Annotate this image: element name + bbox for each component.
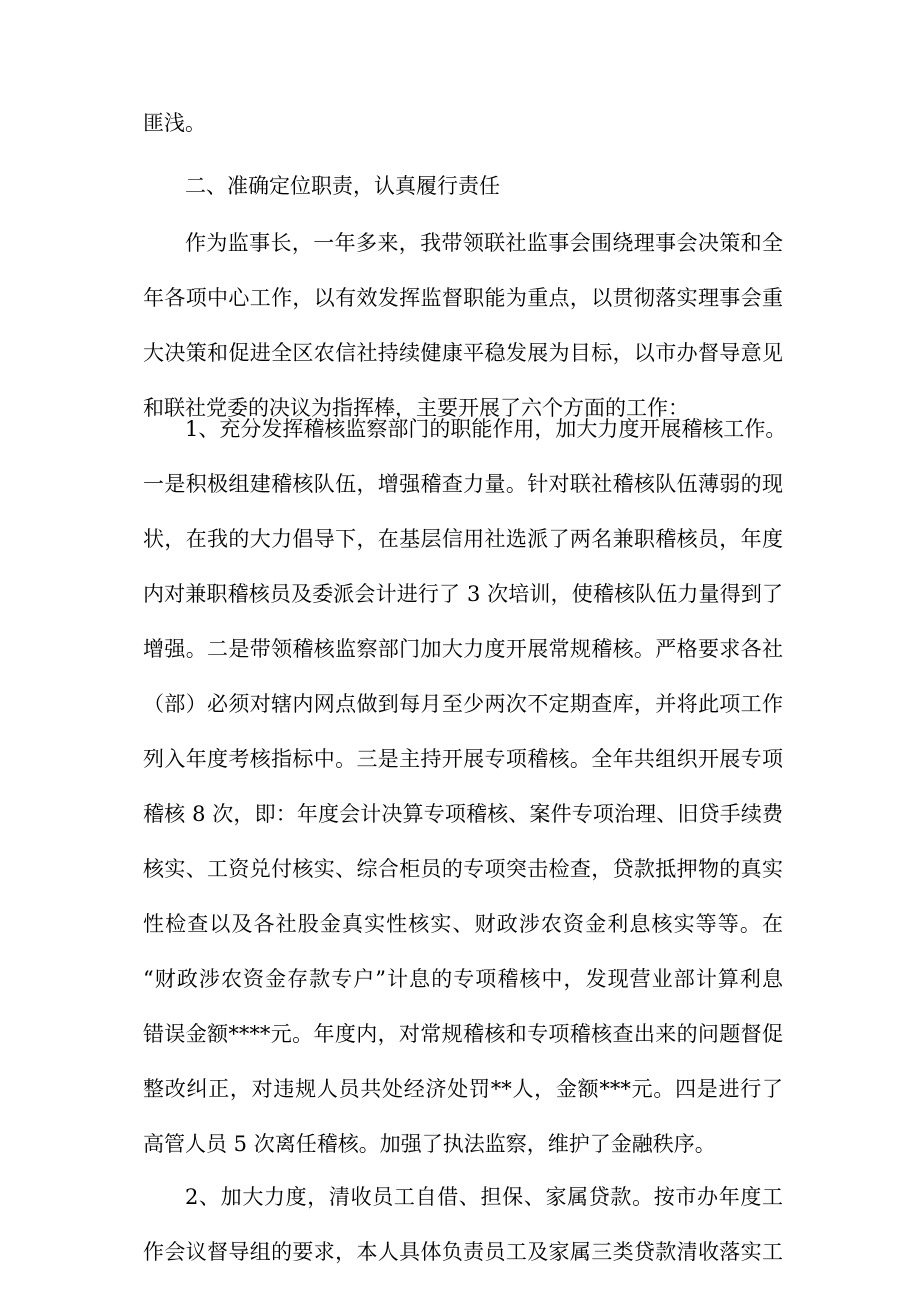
paragraph-line-8: 一是积极组建稽核队伍，增强稽查力量。针对联社稽核队伍薄弱的现 [143,472,783,496]
paragraph-line-10: 内对兼职稽核员及委派会计进行了 3 次培训，使稽核队伍力量得到了 [143,582,783,606]
paragraph-line-3: 作为监事长，一年多来，我带领联社监事会围绕理事会决策和全 [185,231,783,255]
paragraph-line-14: 稽核 8 次，即：年度会计决算专项稽核、案件专项治理、旧贷手续费 [143,802,783,826]
paragraph-line-5: 大决策和促进全区农信社持续健康平稳发展为目标，以市办督导意见 [143,341,783,365]
paragraph-line-17: “财政涉农资金存款专户”计息的专项稽核中，发现营业部计算利息 [143,967,783,991]
paragraph-line-4: 年各项中心工作，以有效发挥监督职能为重点，以贯彻落实理事会重 [143,286,783,310]
paragraph-line-7: 1、充分发挥稽核监察部门的职能作用，加大力度开展稽核工作。 [185,417,787,441]
paragraph-line-12: （部）必须对辖内网点做到每月至少两次不定期查库，并将此项工作 [143,692,783,716]
paragraph-line-20: 高管人员 5 次离任稽核。加强了执法监察，维护了金融秩序。 [143,1132,716,1156]
paragraph-line-19: 整改纠正，对违规人员共处经济处罚**人，金额***元。四是进行了 [143,1077,783,1101]
paragraph-line-6: 和联社党委的决议为指挥棒，主要开展了六个方面的工作： [143,396,689,420]
paragraph-line-18: 错误金额****元。年度内，对常规稽核和专项稽核查出来的问题督促 [143,1022,783,1046]
paragraph-line-9: 状，在我的大力倡导下，在基层信用社选派了两名兼职稽核员，年度 [143,527,783,551]
paragraph-line-21: 2、加大力度，清收员工自借、担保、家属贷款。按市办年度工 [185,1185,783,1209]
paragraph-line-13: 列入年度考核指标中。三是主持开展专项稽核。全年共组织开展专项 [143,747,783,771]
paragraph-line-22: 作会议督导组的要求，本人具体负责员工及家属三类贷款清收落实工 [143,1240,783,1264]
paragraph-line-1: 匪浅。 [143,111,206,135]
section-heading: 二、准确定位职责，认真履行责任 [185,174,500,198]
paragraph-line-11: 增强。二是带领稽核监察部门加大力度开展常规稽核。严格要求各社 [143,637,783,661]
paragraph-line-15: 核实、工资兑付核实、综合柜员的专项突击检查，贷款抵押物的真实 [143,857,783,881]
paragraph-line-16: 性检查以及各社股金真实性核实、财政涉农资金利息核实等等。在 [143,912,783,936]
